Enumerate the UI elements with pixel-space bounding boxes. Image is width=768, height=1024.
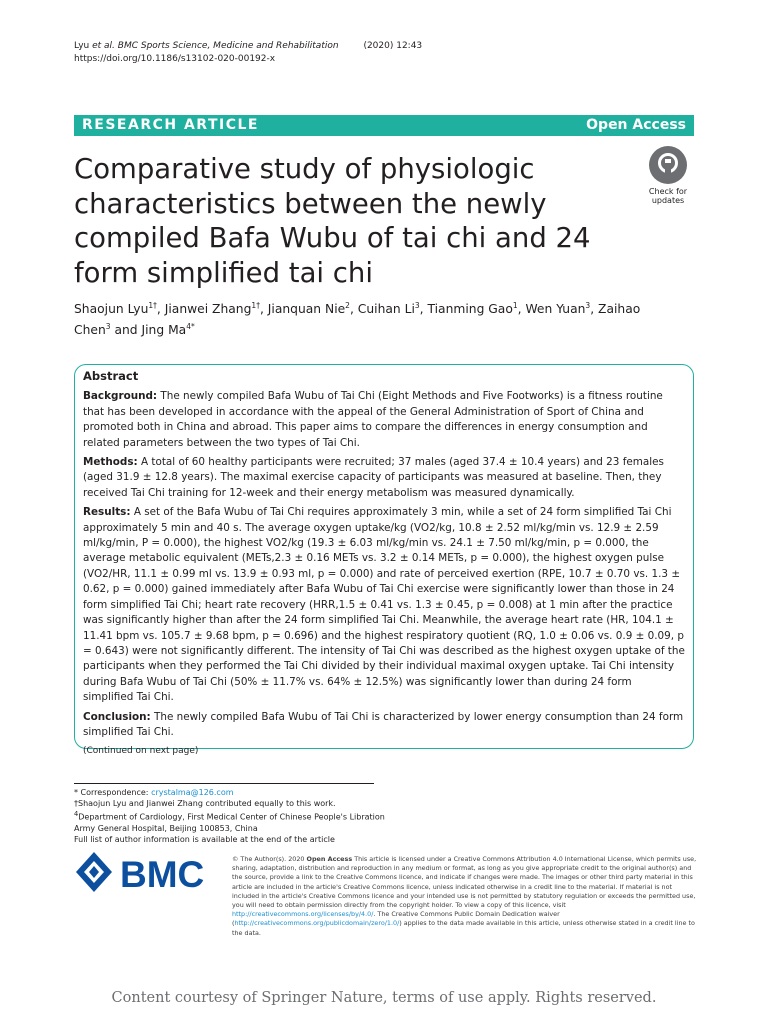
results-text: A set of the Bafa Wubu of Tai Chi requires approximately 3 min, while a set of 24 form simplified Tai Chi approximately 5 min and 40 s. The average oxygen uptake/kg (VO2/kg, 10.8 ± 2.52 ml/kg/min vs. 12.9 ± 2.59 ml/kg/min, P = 0.000), the highest VO2/kg (19.3 ± 6.03 ml/kg/min vs. 24.1 ± 7.50 ml/kg/min, p = 0.000, the average metabolic equivalent (METs,2.3 ± 0.16 METs vs. 3.2 ± 0.14 METs, p = 0.000), the highest oxygen pulse (VO2/HR, 11.1 ± 0.99 ml vs. 13.9 ± 0.93 ml, p = 0.000) and rate of perceived exertion (RPE, 10.7 ± 0.70 vs. 1.3 ± 0.62, p = 0.000) gained immediately after Bafa Wubu of Tai Chi exercise were significantly lower than those in 24 form simplified Tai Chi; heart rate recovery (HRR,1.5 ± 0.41 vs. 1.3 ± 0.45, p = 0.008) at 1 min after the practice was significantly higher than after the 24 form simplified Tai Chi. Meanwhile, the average heart rate (HR, 104.1 ± 11.41 bpm vs. 105.7 ± 9.68 bpm, p = 0.696) and the highest respiratory quotient (RQ, 1.0 ± 0.06 vs. 0.9 ± 0.09, p = 0.643) were not significantly different. The intensity of Tai Chi was described as the highest oxygen uptake of the participants when they performed the Tai Chi divided by their individual maximal oxygen uptake. Tai Chi intensity during Bafa Wubu of Tai Chi (50% ± 11.7% vs. 64% ± 12.5%) was significantly lower than during 24 form simplified Tai Chi. [83, 506, 685, 704]
cc0-waiver-link[interactable]: http://creativecommons.org/publicdomain/zero/1.0/ [234, 919, 400, 928]
affiliation-mark: 4 [74, 810, 79, 818]
affiliation-note [74, 809, 404, 834]
methods-label: Methods: [83, 456, 138, 469]
abstract-conclusion [83, 710, 685, 741]
author-affiliation-mark: 3 [414, 301, 420, 310]
author-affiliation-mark: 3 [585, 301, 591, 310]
check-updates-line2: updates [651, 196, 685, 205]
citation-line [74, 40, 422, 53]
authors-conjunction: and [114, 323, 138, 338]
citation-authors: Lyu [74, 41, 90, 51]
courtesy-footer: Content courtesy of Springer Nature, terms of use apply. Rights reserved. [111, 990, 657, 1006]
results-label: Results: [83, 506, 131, 519]
correspondence-label: * Correspondence: [74, 788, 149, 797]
continued-note: (Continued on next page) [83, 746, 199, 757]
article-type-banner [74, 115, 694, 136]
abstract-box [74, 364, 694, 757]
cc-by-license-link[interactable]: http://creativecommons.org/licenses/by/4.0/ [232, 910, 374, 919]
abstract-methods [83, 455, 685, 501]
license-body-3: ) applies to the data made available in this article, unless otherwise stated in a credit line to the data. [232, 919, 695, 937]
open-access-label: Open Access [586, 117, 686, 133]
bmc-logo-text: BMC [120, 854, 205, 894]
author-affiliation-mark: 1† [148, 301, 157, 310]
author-affiliation-mark: 1 [512, 301, 518, 310]
author-info-note: Full list of author information is available at the end of the article [74, 834, 335, 844]
citation-journal: BMC Sports Science, Medicine and Rehabilitation [117, 41, 339, 51]
author-name: Shaojun Lyu [74, 302, 149, 317]
citation-doi[interactable]: https://doi.org/10.1186/s13102-020-00192-x [74, 54, 276, 64]
citation-header [74, 40, 422, 66]
affiliation-text: Department of Cardiology, First Medical Center of Chinese People's Libration Army General Hospital, Beijing 100853, China [74, 812, 385, 833]
methods-text: A total of 60 healthy participants were recruited; 37 males (aged 37.4 ± 10.4 years) and 23 females (aged 31.9 ± 12.8 years). The maximal exercise capacity of participants was measured at baseline. Then, they received Tai Chi training for 12-week and their energy metabolism was measured dynamically. [83, 456, 664, 499]
author-name: Cuihan Li [357, 302, 415, 317]
author-name: Wen Yuan [525, 302, 586, 317]
open-access-label-small: Open Access [306, 855, 353, 863]
author-name: Zaihao Chen [74, 302, 641, 338]
correspondence-line [74, 787, 404, 798]
license-text [232, 855, 698, 938]
author-affiliation-mark: 3 [105, 322, 111, 332]
author-affiliation-mark: 1† [251, 301, 260, 310]
check-updates-line1: Check for [648, 187, 688, 196]
bmc-logo [74, 850, 224, 894]
equal-contribution-note: †Shaojun Lyu and Jianwei Zhang contributed equally to this work. [74, 799, 336, 808]
author-name: Jianquan Nie [267, 302, 346, 317]
author-name: Tianming Gao [427, 302, 513, 317]
abstract-background [83, 389, 685, 451]
license-body: This article is licensed under a Creative Commons Attribution 4.0 International License, which permits use, sharing, adaptation, distribution and reproduction in any medium or format, as long as you give appropriate credit to the original author(s) and the source, provide a link to the Creative Commons licence, and indicate if changes were made. The images or other third party material in this article are included in the article's Creative Commons licence, unless indicated otherwise in a credit line to the material. If material is not included in the article's Creative Commons licence and your intended use is not permitted by statutory regulation or exceeds the permitted use, you will need to obtain permission directly from the copyright holder. To view a copy of this licence, visit [232, 855, 697, 910]
abstract-results [83, 505, 685, 705]
license-body-2: . The Creative Commons Public Domain Dedication waiver ( [232, 910, 560, 928]
citation-etal: et al. [92, 41, 115, 51]
author-affiliation-mark: 2 [345, 301, 350, 310]
footnote-divider [74, 783, 374, 784]
conclusion-text: The newly compiled Bafa Wubu of Tai Chi is characterized by lower energy consumption than 24 form simplified Tai Chi. [83, 710, 684, 738]
background-label: Background: [83, 390, 158, 403]
check-updates-label [640, 187, 696, 205]
abstract-heading: Abstract [83, 369, 139, 383]
conclusion-label: Conclusion: [83, 710, 151, 723]
background-text: The newly compiled Bafa Wubu of Tai Chi (Eight Methods and Five Footworks) is a fitness routine that has been developed in accordance with the appeal of the General Administration of Sport of China and promoted both in China and abroad. This paper aims to compare the differences in energy consumption and related parameters between the two types of Tai Chi. [83, 390, 663, 449]
citation-year-volume: (2020) 12:43 [363, 41, 423, 51]
author-name: Jing Ma [141, 323, 187, 338]
footnotes [74, 787, 404, 845]
correspondence-email-link[interactable]: crystalma@126.com [151, 788, 234, 797]
check-updates-icon [649, 146, 687, 184]
check-for-updates-badge[interactable] [640, 146, 696, 205]
article-title: Comparative study of physiologic characteristics between the newly compiled Bafa Wubu of tai chi and 24 form simplified tai chi [74, 153, 591, 289]
copyright-text: © The Author(s). 2020 [232, 855, 305, 863]
author-affiliation-mark: 4* [186, 322, 195, 332]
article-type-label: RESEARCH ARTICLE [82, 117, 259, 133]
author-name: Jianwei Zhang [164, 302, 252, 317]
author-list: Shaojun Lyu$^{1\dagger}$, Jianwei Zhang$^{1\dagger}$, Jianquan Nie$^2$, Cuihan Li$^3$, Tianming Gao$^1$, Wen Yuan$^3$, Zaihao Chen$^3$ and Jing $Ma^{4*}$ [74, 301, 641, 338]
